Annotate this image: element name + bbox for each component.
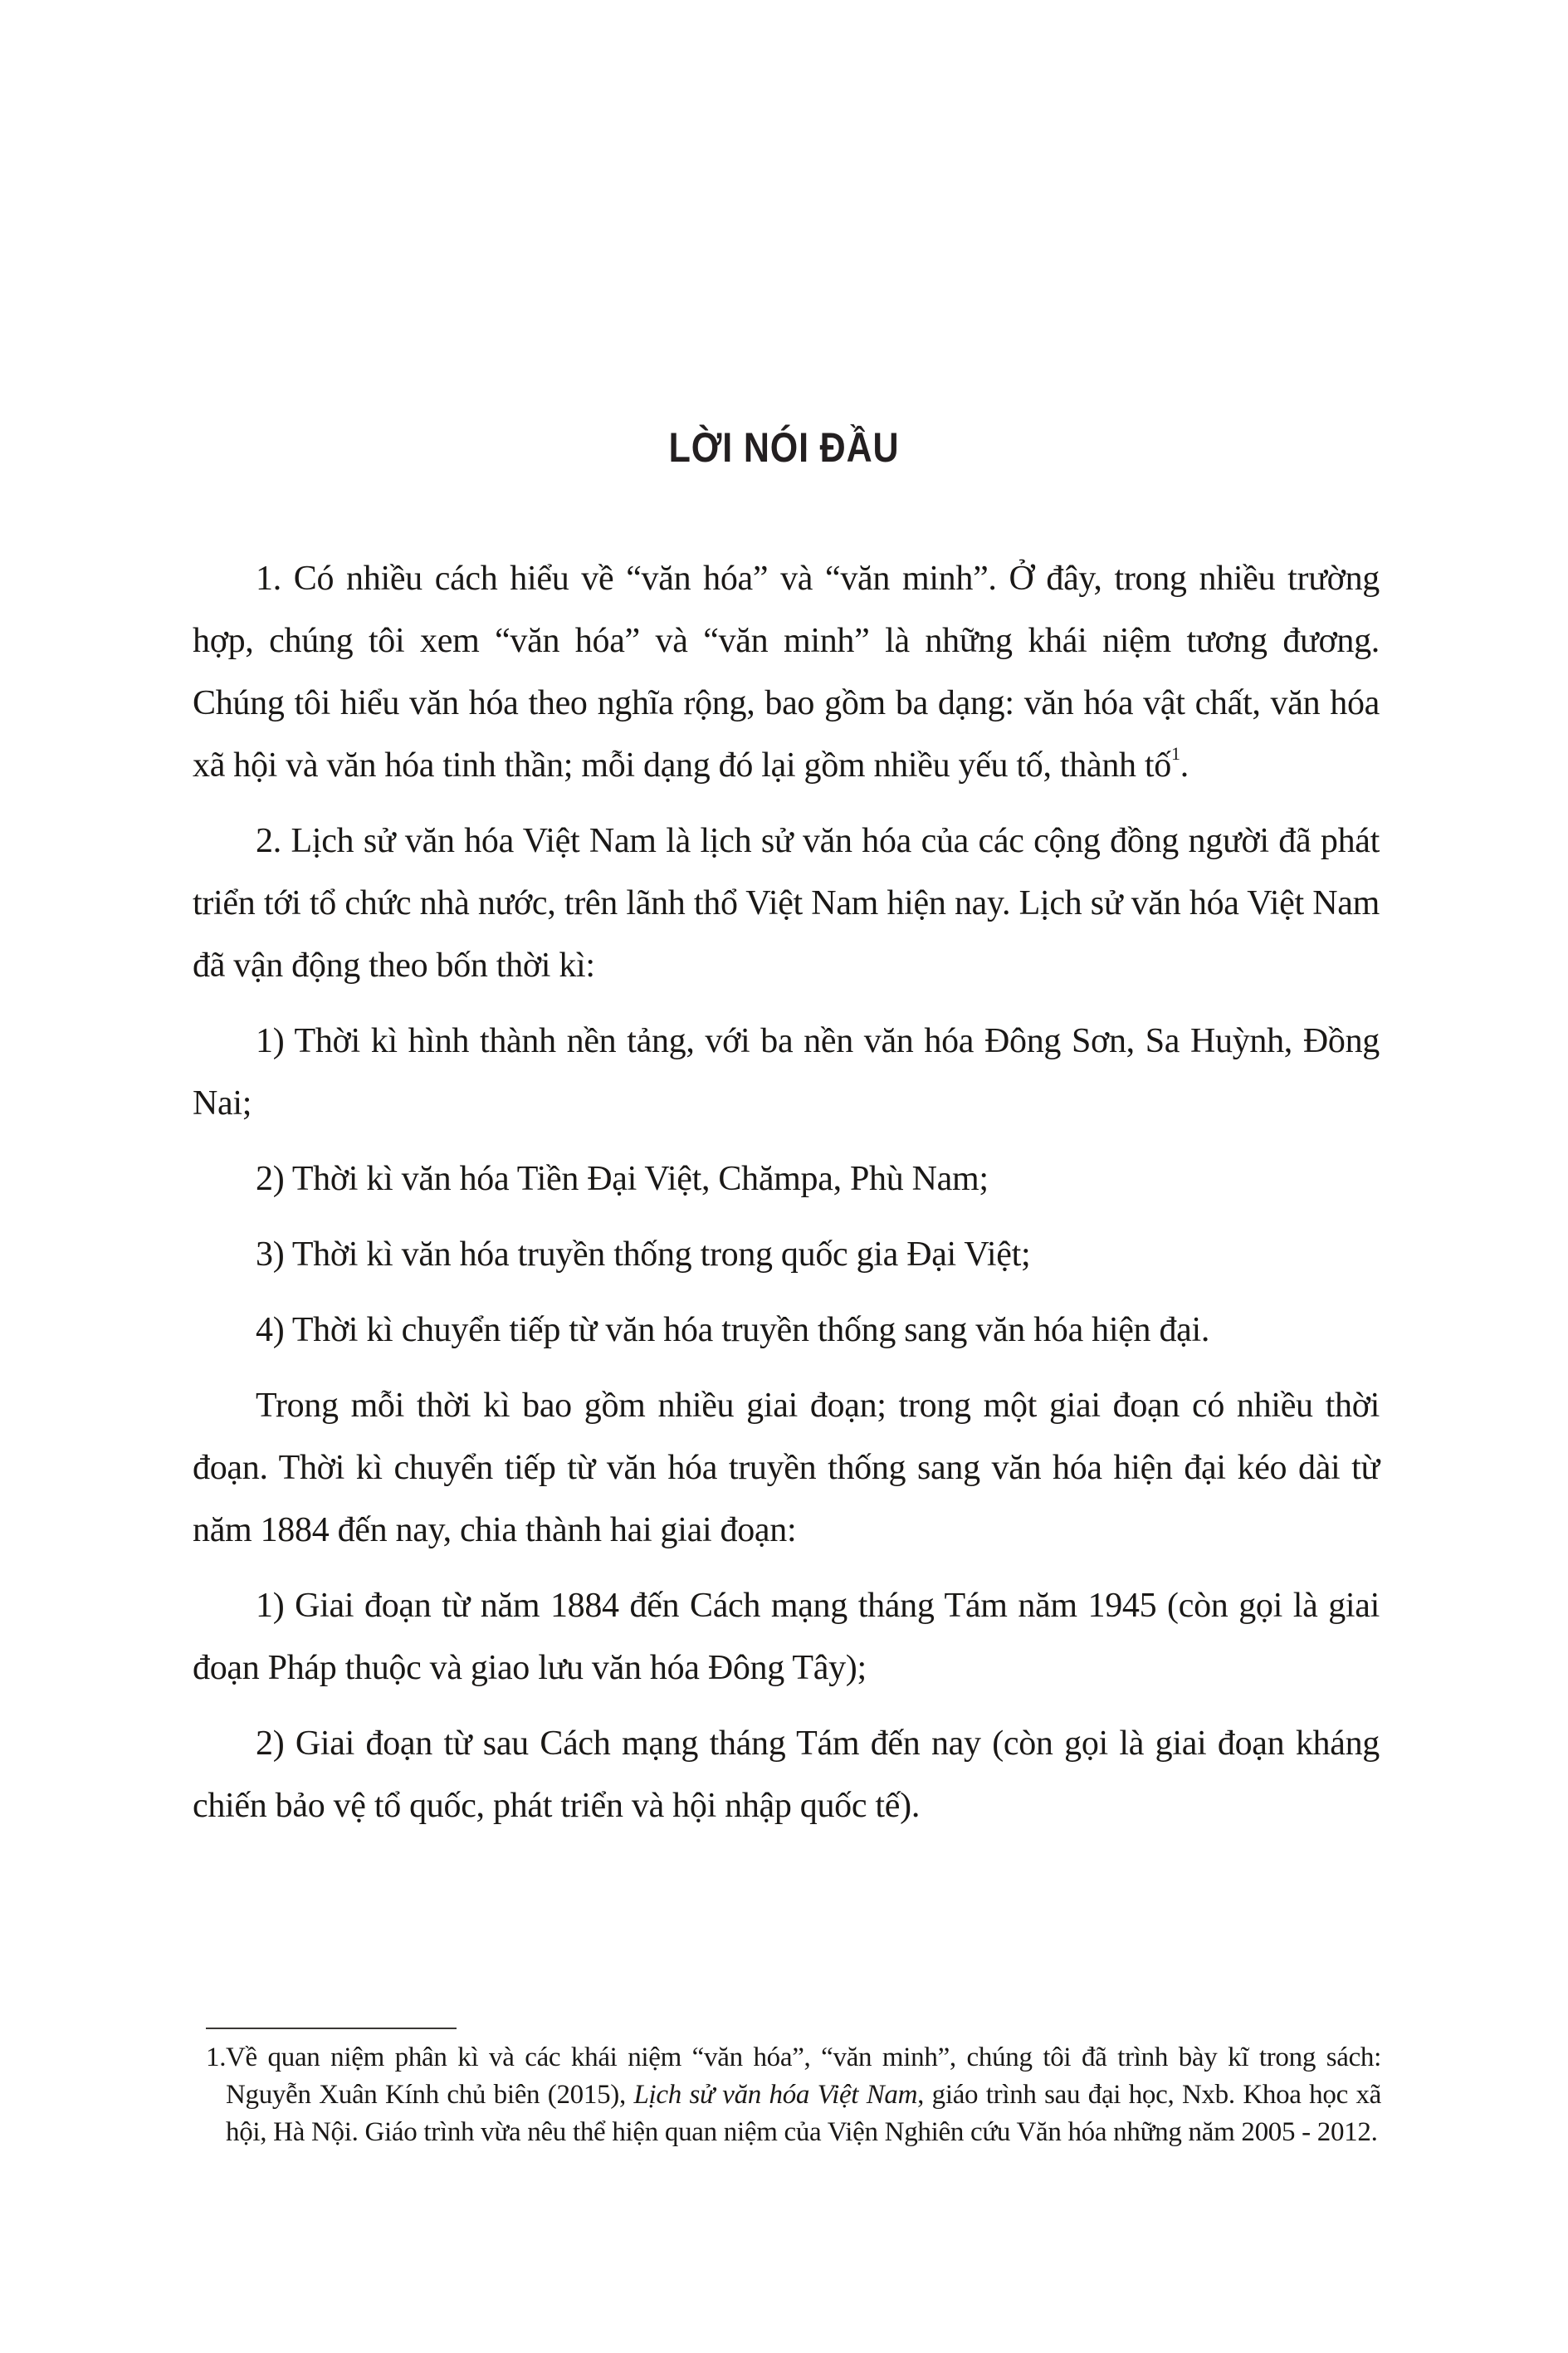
period-item-4: 4) Thời kì chuyển tiếp từ văn hóa truyền thống sang văn hóa hiện đại. bbox=[256, 1311, 1210, 1349]
paragraph-text: 1. Có nhiều cách hiểu về “văn hóa” và “văn minh”. Ở đây, trong nhiều trường hợp, chúng tôi xem “văn hóa” và “văn minh” là những khái niệm tương đương. Chúng tôi hiểu văn hóa theo nghĩa rộng, bao gồm ba dạng: văn hóa vật chất, văn hóa xã hội và văn hóa tinh thần; mỗi dạng đó lại gồm nhiều yếu tố, thành tố bbox=[193, 560, 1380, 785]
paragraph-3: Trong mỗi thời kì bao gồm nhiều giai đoạn; trong một giai đoạn có nhiều thời đoạn. Thời kì chuyển tiếp từ văn hóa truyền thống sang văn hóa hiện đại kéo dài từ năm 1884 đến nay, chia thành hai giai đoạn: bbox=[193, 1387, 1380, 1549]
paragraph-2: 2. Lịch sử văn hóa Việt Nam là lịch sử văn hóa của các cộng đồng người đã phát triển tới tổ chức nhà nước, trên lãnh thổ Việt Nam hiện nay. Lịch sử văn hóa Việt Nam đã vận động theo bốn thời kì: bbox=[193, 822, 1380, 985]
page-title: LỜI NÓI ĐẦU bbox=[668, 424, 900, 471]
period-item-1: 1) Thời kì hình thành nền tảng, với ba nền văn hóa Đông Sơn, Sa Huỳnh, Đồng Nai; bbox=[193, 1022, 1380, 1123]
stage-item-2: 2) Giai đoạn từ sau Cách mạng tháng Tám đến nay (còn gọi là giai đoạn kháng chiến bảo vệ tổ quốc, phát triển và hội nhập quốc tế). bbox=[193, 1724, 1380, 1825]
footnote-reference[interactable]: 1 bbox=[1170, 743, 1180, 764]
period-item-2: 2) Thời kì văn hóa Tiền Đại Việt, Chămpa, Phù Nam; bbox=[256, 1160, 989, 1198]
stage-item-1: 1) Giai đoạn từ năm 1884 đến Cách mạng tháng Tám năm 1945 (còn gọi là giai đoạn Pháp thuộc và giao lưu văn hóa Đông Tây); bbox=[193, 1587, 1380, 1687]
paragraph-1 bbox=[193, 548, 1380, 797]
footnote-divider bbox=[206, 2028, 457, 2029]
preface-body bbox=[193, 548, 1380, 1837]
footnote bbox=[206, 2039, 1381, 2151]
paragraph-tail: . bbox=[1180, 746, 1189, 785]
footnote-text-after: , giáo trình sau đại học, Nxb. Khoa học xã hội, Hà Nội. Giáo trình vừa nêu thể hiện quan niệm của Viện Nghiên cứu Văn hóa những năm 2005 - 2012. bbox=[226, 2080, 1381, 2147]
footnote-text bbox=[226, 2039, 1381, 2151]
footnote-number: 1. bbox=[206, 2042, 227, 2072]
period-item-3: 3) Thời kì văn hóa truyền thống trong quốc gia Đại Việt; bbox=[256, 1235, 1031, 1274]
footnote-book-title: Lịch sử văn hóa Việt Nam bbox=[633, 2080, 918, 2110]
footnote-text-before: Về quan niệm phân kì và các khái niệm “văn hóa”, “văn minh”, chúng tôi đã trình bày kĩ trong sách: Nguyễn Xuân Kính chủ biên (2015), bbox=[226, 2042, 1381, 2110]
